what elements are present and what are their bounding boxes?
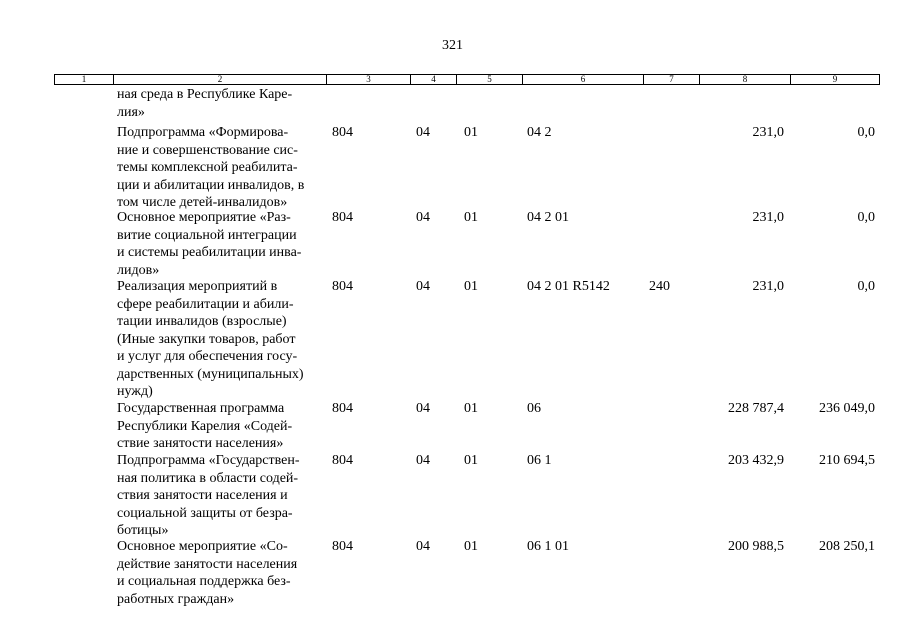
row-cell-c6: 04 2 01 bbox=[527, 210, 569, 225]
row-name-line: дарственных (муниципальных) bbox=[117, 366, 304, 382]
row-cell-c9: 210 694,5 bbox=[819, 453, 875, 468]
row-cell-c3: 804 bbox=[332, 210, 353, 225]
page-number: 321 bbox=[442, 38, 463, 53]
row-cell-c4: 04 bbox=[416, 453, 430, 468]
row-name-line: сфере реабилитации и абили- bbox=[117, 296, 294, 312]
row-name bbox=[117, 538, 329, 608]
row-name-line: нужд) bbox=[117, 384, 153, 399]
row-name-line: ная политика в области содей- bbox=[117, 470, 299, 486]
row-cell-c4: 04 bbox=[416, 401, 430, 416]
row-name-line: социальной защиты от безра- bbox=[117, 505, 293, 521]
row-name-line: лия» bbox=[117, 104, 145, 120]
table-header bbox=[54, 74, 880, 85]
row-name-line: Подпрограмма «Формирова- bbox=[117, 125, 289, 140]
row-cell-c5: 01 bbox=[464, 453, 478, 468]
row-name bbox=[117, 86, 329, 121]
row-name-line: работных граждан» bbox=[117, 591, 235, 607]
row-cell-c4: 04 bbox=[416, 279, 430, 294]
row-name-line: и системы реабилитации инва- bbox=[117, 245, 302, 260]
header-col-2: 2 bbox=[113, 75, 326, 84]
row-name-line: ние и совершенствование сис- bbox=[117, 142, 298, 158]
row-name bbox=[117, 209, 329, 279]
row-name-line: ная среда в Республике Каре- bbox=[117, 87, 293, 102]
row-name-line: Подпрограмма «Государствен- bbox=[117, 453, 300, 468]
header-col-6: 6 bbox=[522, 75, 643, 84]
header-col-9: 9 bbox=[790, 75, 879, 84]
row-cell-c9: 236 049,0 bbox=[819, 401, 875, 416]
header-col-7: 7 bbox=[643, 75, 699, 84]
header-col-4: 4 bbox=[410, 75, 456, 84]
row-name-line: ции и абилитации инвалидов, в bbox=[117, 177, 305, 193]
row-name bbox=[117, 400, 329, 453]
row-cell-c5: 01 bbox=[464, 539, 478, 554]
row-name bbox=[117, 124, 329, 212]
row-name-line: Республики Карелия «Содей- bbox=[117, 418, 293, 434]
row-cell-c8: 228 787,4 bbox=[728, 401, 784, 416]
row-name-line: тации инвалидов (взрослые) bbox=[117, 314, 287, 329]
row-name-line: лидов» bbox=[117, 262, 160, 278]
row-name-line: темы комплексной реабилита- bbox=[117, 160, 298, 175]
row-name-line: ботицы» bbox=[117, 523, 169, 538]
row-name-line: Основное мероприятие «Раз- bbox=[117, 210, 291, 225]
row-cell-c9: 0,0 bbox=[857, 210, 875, 225]
row-cell-c6: 06 bbox=[527, 401, 541, 416]
row-name-line: том числе детей-инвалидов» bbox=[117, 195, 288, 210]
row-cell-c6: 04 2 bbox=[527, 125, 552, 140]
row-cell-c8: 200 988,5 bbox=[728, 539, 784, 554]
header-col-5: 5 bbox=[456, 75, 522, 84]
row-name-line: Реализация мероприятий в bbox=[117, 279, 278, 294]
row-cell-c7: 240 bbox=[649, 279, 670, 294]
row-cell-c9: 0,0 bbox=[857, 125, 875, 140]
row-name-line: и социальная поддержка без- bbox=[117, 574, 291, 589]
row-cell-c6: 04 2 01 R5142 bbox=[527, 279, 610, 294]
row-cell-c4: 04 bbox=[416, 210, 430, 225]
header-col-1: 1 bbox=[81, 74, 87, 84]
row-cell-c6: 06 1 bbox=[527, 453, 552, 468]
row-cell-c8: 231,0 bbox=[752, 210, 784, 225]
row-name-line: и услуг для обеспечения госу- bbox=[117, 349, 298, 364]
row-cell-c8: 231,0 bbox=[752, 125, 784, 140]
row-cell-c5: 01 bbox=[464, 210, 478, 225]
row-cell-c5: 01 bbox=[464, 279, 478, 294]
header-col-3: 3 bbox=[326, 75, 410, 84]
row-name-line: ствие занятости населения» bbox=[117, 436, 284, 451]
row-cell-c8: 231,0 bbox=[752, 279, 784, 294]
row-cell-c5: 01 bbox=[464, 401, 478, 416]
row-cell-c8: 203 432,9 bbox=[728, 453, 784, 468]
row-cell-c4: 04 bbox=[416, 125, 430, 140]
row-cell-c5: 01 bbox=[464, 125, 478, 140]
row-name bbox=[117, 278, 329, 401]
row-name-line: действие занятости населения bbox=[117, 556, 298, 572]
row-cell-c3: 804 bbox=[332, 401, 353, 416]
row-cell-c3: 804 bbox=[332, 279, 353, 294]
row-cell-c3: 804 bbox=[332, 453, 353, 468]
row-cell-c4: 04 bbox=[416, 539, 430, 554]
row-cell-c3: 804 bbox=[332, 125, 353, 140]
row-cell-c3: 804 bbox=[332, 539, 353, 554]
row-name bbox=[117, 452, 329, 540]
row-name-line: Основное мероприятие «Со- bbox=[117, 539, 288, 554]
row-name-line: ствия занятости населения и bbox=[117, 488, 288, 503]
row-cell-c6: 06 1 01 bbox=[527, 539, 569, 554]
row-name-line: Государственная программа bbox=[117, 401, 285, 416]
header-col-8: 8 bbox=[699, 75, 790, 84]
row-name-line: (Иные закупки товаров, работ bbox=[117, 331, 296, 347]
row-cell-c9: 0,0 bbox=[857, 279, 875, 294]
row-name-line: витие социальной интеграции bbox=[117, 227, 297, 243]
row-cell-c9: 208 250,1 bbox=[819, 539, 875, 554]
